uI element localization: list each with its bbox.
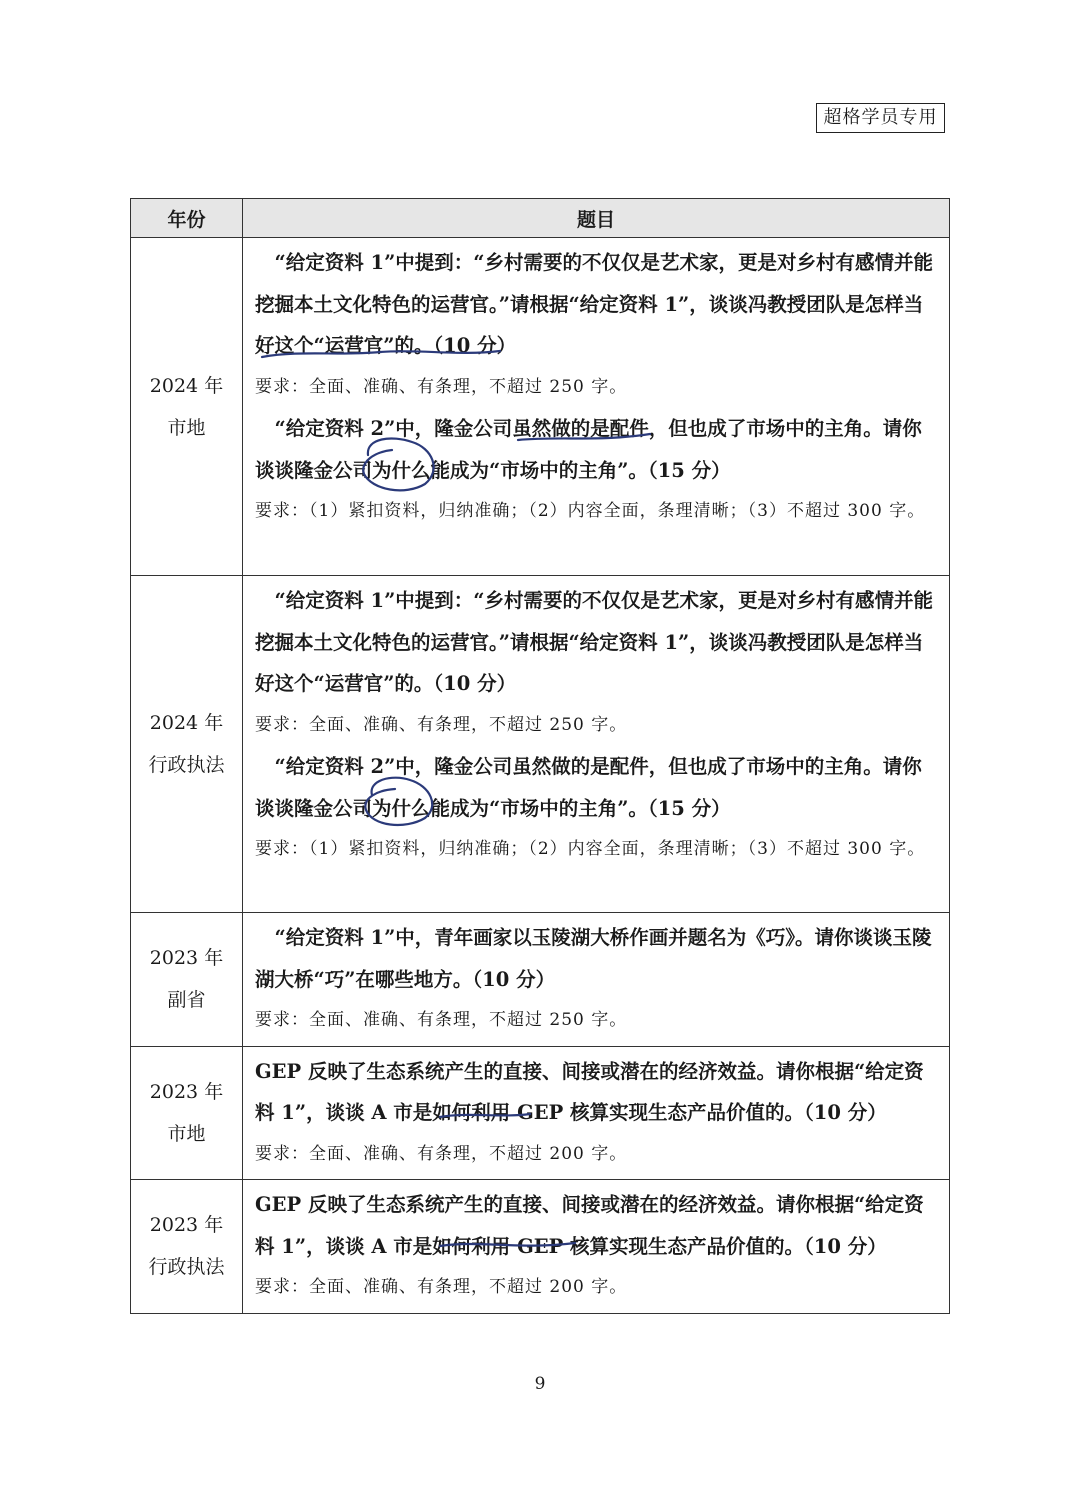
page-number: 9 [534,1374,546,1394]
question-cell [243,1180,950,1314]
question-text: “给定资料 2”中，隆金公司虽然做的是配件，但也成了市场中的主角。请你谈谈隆金公司为什么能成为“市场中的主角”。（15 分） [255,755,922,820]
requirement-text: 要求：全面、准确、有条理，不超过 200 字。 [255,1277,628,1297]
table-header-row [131,199,950,238]
requirement-text: 要求：（1）紧扣资料，归纳准确；（2）内容全面，条理清晰；（3）不超过 300 字。 [255,839,926,859]
year-cell [131,238,243,576]
year-label: 2023 年 [149,1080,224,1103]
header-year: 年份 [131,199,243,238]
exam-type-label: 市地 [167,1122,206,1145]
requirement-text: 要求：全面、准确、有条理，不超过 250 字。 [255,376,628,397]
year-label: 2024 年 [149,374,224,397]
student-only-stamp: 超格学员专用 [816,103,945,133]
year-cell [131,913,243,1047]
question-text: “给定资料 1”中提到：“乡村需要的不仅仅是艺术家，更是对乡村有感情并能挖掘本土文化特色的运营官。”请根据“给定资料 1”，谈谈冯教授团队是怎样当好这个“运营官”的。（10 分） [255,251,934,357]
year-cell [131,1046,243,1180]
question-cell [243,238,950,576]
requirement-text: 要求：（1）紧扣资料，归纳准确；（2）内容全面，条理清晰；（3）不超过 300 字。 [255,501,926,521]
table-row [131,576,950,913]
table-row [131,238,950,576]
year-label: 2023 年 [149,947,224,970]
question-text: “给定资料 1”中提到：“乡村需要的不仅仅是艺术家，更是对乡村有感情并能挖掘本土文化特色的运营官。”请根据“给定资料 1”，谈谈冯教授团队是怎样当好这个“运营官”的。（10 分） [255,589,934,695]
question-cell [243,913,950,1047]
exam-type-label: 副省 [167,989,206,1012]
question-text: GEP 反映了生态系统产生的直接、间接或潜在的经济效益。请你根据“给定资料 1”，谈谈 A 市是如何利用 GEP 核算实现生态产品价值的。（10 分） [255,1193,924,1258]
requirement-text: 要求：全面、准确、有条理，不超过 250 字。 [255,1010,628,1030]
requirement-text: 要求：全面、准确、有条理，不超过 250 字。 [255,714,628,735]
question-cell [243,1046,950,1180]
table-row [131,1046,950,1180]
question-cell [243,576,950,913]
exam-type-label: 行政执法 [148,754,225,776]
exam-type-label: 市地 [167,416,206,439]
table-row [131,913,950,1047]
question-text: GEP 反映了生态系统产生的直接、间接或潜在的经济效益。请你根据“给定资料 1”，谈谈 A 市是如何利用 GEP 核算实现生态产品价值的。（10 分） [255,1059,924,1124]
year-label: 2024 年 [149,712,224,734]
question-text: “给定资料 2”中，隆金公司虽然做的是配件，但也成了市场中的主角。请你谈谈隆金公司为什么能成为“市场中的主角”。（15 分） [255,417,922,482]
header-question: 题目 [243,199,950,238]
exam-type-label: 行政执法 [148,1256,225,1279]
table-row [131,1180,950,1314]
year-label: 2023 年 [149,1214,224,1237]
question-text: “给定资料 1”中，青年画家以玉陵湖大桥作画并题名为《巧》。请你谈谈玉陵湖大桥“巧”在哪些地方。（10 分） [255,926,932,991]
exam-questions-table [130,198,950,1314]
requirement-text: 要求：全面、准确、有条理，不超过 200 字。 [255,1143,628,1164]
year-cell [131,1180,243,1314]
year-cell [131,576,243,913]
